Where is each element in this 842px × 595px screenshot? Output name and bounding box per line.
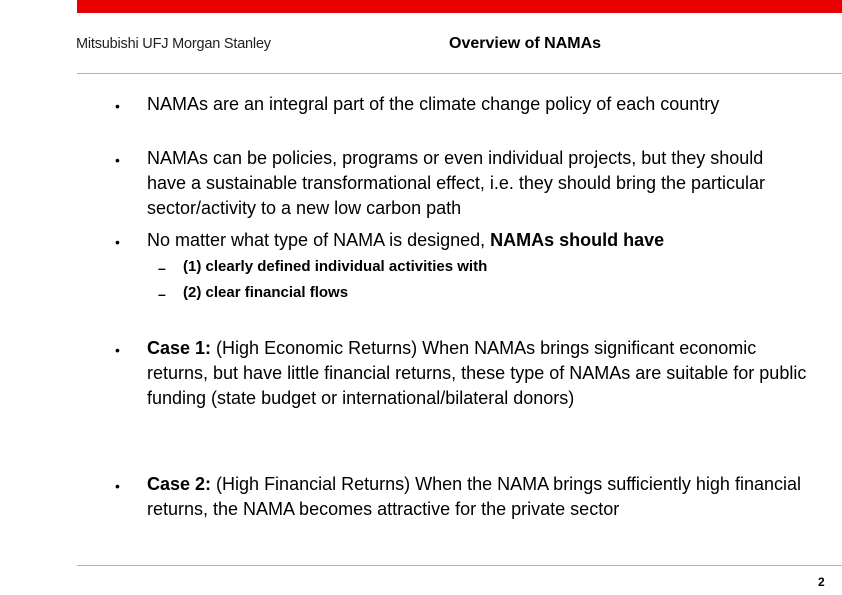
dash-icon: – — [158, 286, 166, 302]
top-accent-bar — [77, 0, 842, 13]
sub-bullet-1: (1) clearly defined individual activities with — [183, 258, 488, 275]
case-2-item — [147, 472, 807, 522]
case-2-label: Case 2: — [147, 474, 212, 494]
bullet-icon: • — [115, 98, 120, 114]
bullet-icon: • — [115, 342, 120, 358]
bullet-icon: • — [115, 478, 120, 494]
dash-icon: – — [158, 260, 166, 276]
case-1-item — [147, 336, 807, 411]
page-number: 2 — [818, 575, 825, 589]
bullet-item-3-text: No matter what type of NAMA is designed, — [147, 230, 491, 250]
case-2-text: (High Financial Returns) When the NAMA brings sufficiently high financial returns, the NAMA becomes attractive for the private sector — [147, 474, 801, 519]
bullet-item-1: NAMAs are an integral part of the climate change policy of each country — [147, 94, 720, 114]
bullet-icon: • — [115, 234, 120, 250]
bullet-item-3-emphasis: NAMAs should have — [490, 230, 665, 250]
bullet-item-2: NAMAs can be policies, programs or even individual projects, but they should have a sustainable transformational effect, i.e. they should bring the particular sector/activity to a new low carbon path — [147, 148, 766, 218]
bullet-item-3 — [147, 228, 807, 253]
bullet-icon: • — [115, 152, 120, 168]
footer-divider — [77, 565, 842, 566]
slide-title: Overview of NAMAs — [449, 35, 602, 52]
company-logo: Mitsubishi UFJ Morgan Stanley — [76, 36, 271, 52]
case-1-text: (High Economic Returns) When NAMAs brings significant economic returns, but have little financial returns, these type of NAMAs are suitable for public funding (state budget or international/bilateral donors) — [147, 338, 807, 408]
header-divider — [77, 73, 842, 74]
case-1-label: Case 1: — [147, 338, 212, 358]
sub-bullet-2: (2) clear financial flows — [183, 284, 349, 301]
